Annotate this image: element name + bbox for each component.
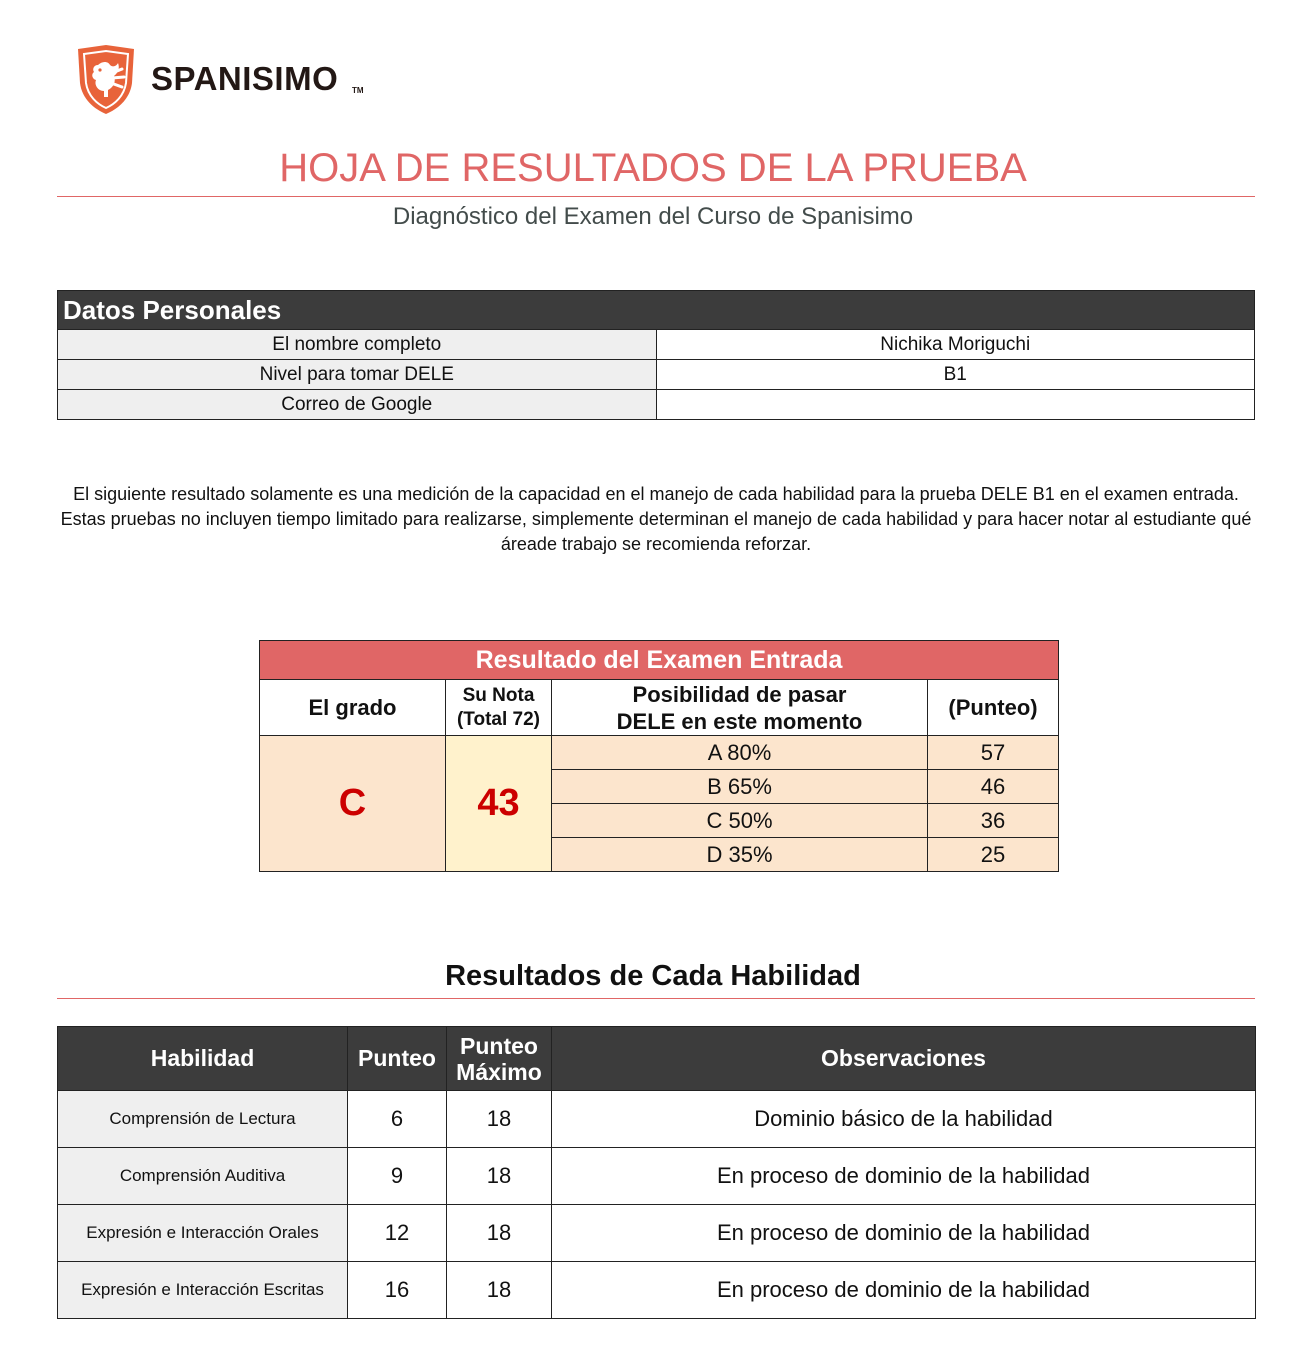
skill-max-points: 18 bbox=[447, 1205, 552, 1262]
personal-data-table bbox=[57, 290, 1255, 420]
skills-divider bbox=[57, 998, 1255, 999]
full-name-value: Nichika Moriguchi bbox=[656, 330, 1255, 360]
possibility-header-line1: Posibilidad de pasar bbox=[632, 681, 847, 707]
exam-result-table bbox=[259, 640, 1059, 872]
table-row bbox=[58, 390, 1255, 420]
table-row bbox=[58, 360, 1255, 390]
level-probability: A 80% bbox=[552, 736, 928, 770]
disclaimer-paragraph: El siguiente resultado solamente es una medición de la capacidad en el manejo de cada habilidad para la prueba DELE B1 en el examen entrada. Estas pruebas no incluyen tiempo limitado para realizarse, simplemente determinan el manejo de cada habilidad y para hacer notar al estudiante qué áreade trabajo se recomienda reforzar. bbox=[60, 484, 1252, 554]
points-column-header: (Punteo) bbox=[928, 680, 1059, 736]
table-row bbox=[58, 330, 1255, 360]
skill-max-points: 18 bbox=[447, 1262, 552, 1319]
score-header-line2: (Total 72) bbox=[456, 708, 541, 730]
skill-observation: En proceso de dominio de la habilidad bbox=[552, 1148, 1256, 1205]
skill-name: Comprensión Auditiva bbox=[58, 1148, 348, 1205]
rooster-shield-icon bbox=[74, 43, 138, 115]
max-points-column-header bbox=[447, 1027, 552, 1091]
skill-max-points: 18 bbox=[447, 1091, 552, 1148]
table-row bbox=[58, 1262, 1256, 1319]
max-header-line1: Punteo bbox=[460, 1032, 538, 1059]
page-subtitle: Diagnóstico del Examen del Curso de Spanisimo bbox=[392, 203, 914, 230]
brand-name: SPANISIMO bbox=[151, 60, 339, 97]
skill-max-points: 18 bbox=[447, 1148, 552, 1205]
level-probability: D 35% bbox=[552, 838, 928, 872]
table-row bbox=[58, 1091, 1256, 1148]
table-row bbox=[260, 736, 1059, 770]
score-value: 43 bbox=[446, 736, 552, 872]
grade-value: C bbox=[260, 736, 446, 872]
skill-observation: Dominio básico de la habilidad bbox=[552, 1091, 1256, 1148]
level-points: 46 bbox=[928, 770, 1059, 804]
skill-points: 16 bbox=[348, 1262, 447, 1319]
result-header: Resultado del Examen Entrada bbox=[260, 641, 1059, 680]
level-probability: B 65% bbox=[552, 770, 928, 804]
brand-logo bbox=[74, 43, 374, 117]
skill-name: Comprensión de Lectura bbox=[58, 1091, 348, 1148]
field-label: Nivel para tomar DELE bbox=[58, 360, 657, 390]
level-points: 25 bbox=[928, 838, 1059, 872]
level-points: 36 bbox=[928, 804, 1059, 838]
personal-data-header: Datos Personales bbox=[58, 291, 1255, 330]
grade-column-header: El grado bbox=[260, 680, 446, 736]
dele-level-value: B1 bbox=[656, 360, 1255, 390]
max-header-line2: Máximo bbox=[456, 1058, 542, 1085]
field-label: El nombre completo bbox=[58, 330, 657, 360]
skill-points: 9 bbox=[348, 1148, 447, 1205]
score-header-line1: Su Nota bbox=[462, 684, 535, 706]
level-points: 57 bbox=[928, 736, 1059, 770]
title-divider bbox=[57, 196, 1255, 197]
field-label: Correo de Google bbox=[58, 390, 657, 420]
skill-name: Expresión e Interacción Orales bbox=[58, 1205, 348, 1262]
possibility-column-header bbox=[552, 680, 928, 736]
skill-name: Expresión e Interacción Escritas bbox=[58, 1262, 348, 1319]
skill-points: 6 bbox=[348, 1091, 447, 1148]
google-email-value bbox=[656, 390, 1255, 420]
trademark-mark: TM bbox=[352, 86, 364, 95]
score-column-header bbox=[446, 680, 552, 736]
skills-section-title: Resultados de Cada Habilidad bbox=[445, 960, 861, 992]
skills-table bbox=[57, 1026, 1256, 1319]
skill-observation: En proceso de dominio de la habilidad bbox=[552, 1262, 1256, 1319]
observations-column-header: Observaciones bbox=[552, 1027, 1256, 1091]
page-title: HOJA DE RESULTADOS DE LA PRUEBA bbox=[279, 146, 1027, 190]
level-probability: C 50% bbox=[552, 804, 928, 838]
skill-column-header: Habilidad bbox=[58, 1027, 348, 1091]
skill-points: 12 bbox=[348, 1205, 447, 1262]
table-row bbox=[58, 1205, 1256, 1262]
possibility-header-line2: DELE en este momento bbox=[616, 708, 863, 734]
points-column-header: Punteo bbox=[348, 1027, 447, 1091]
table-row bbox=[58, 1148, 1256, 1205]
skill-observation: En proceso de dominio de la habilidad bbox=[552, 1205, 1256, 1262]
